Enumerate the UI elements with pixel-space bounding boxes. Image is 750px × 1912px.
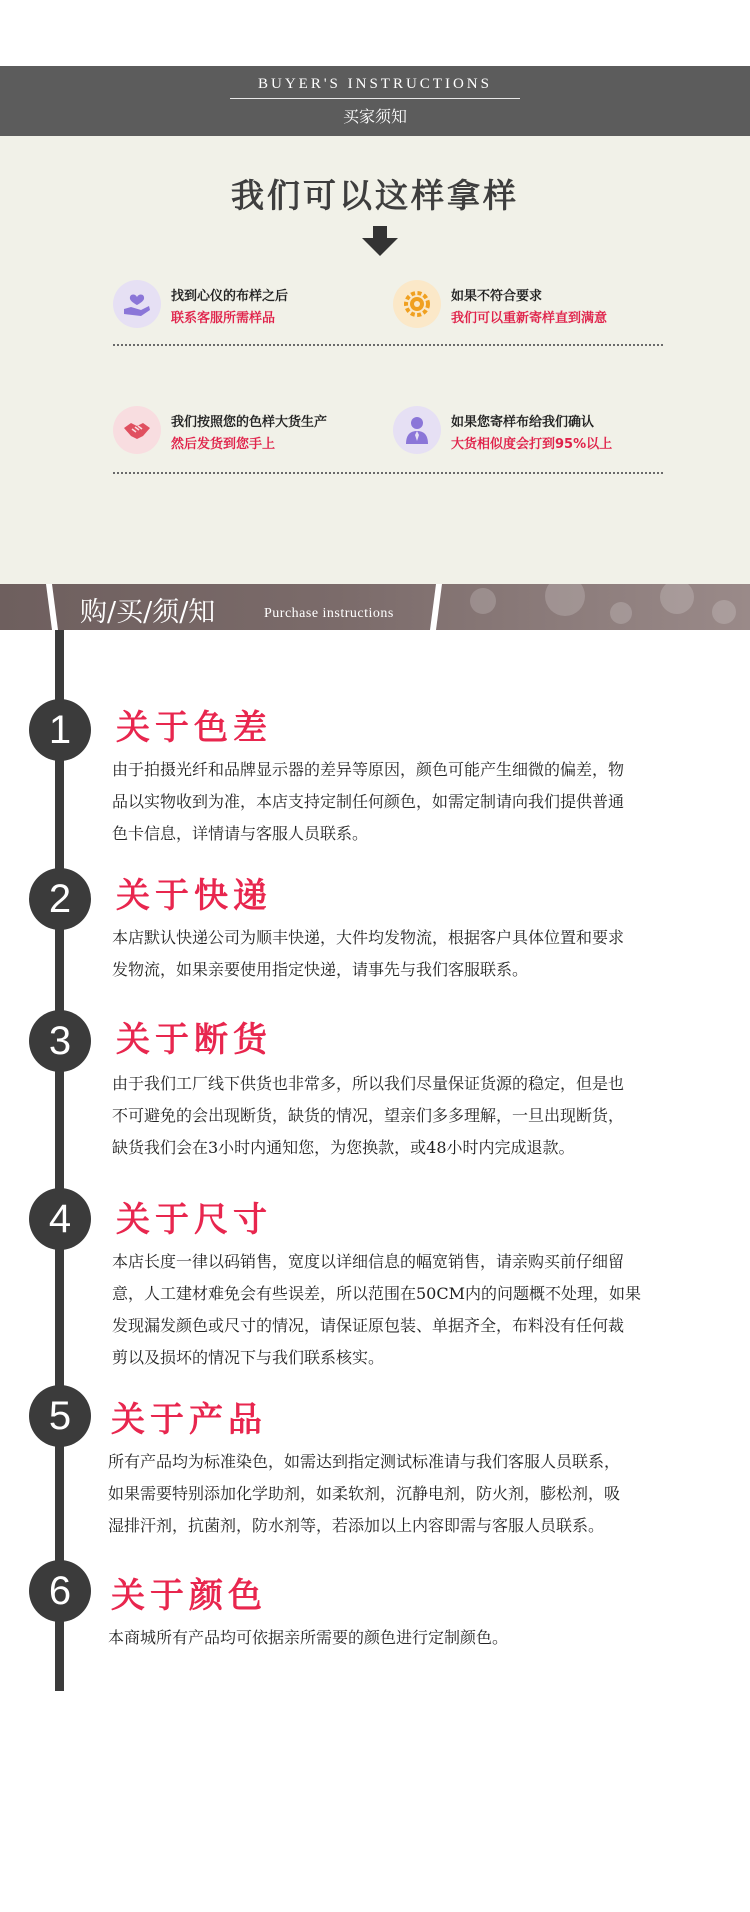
section-1-line: 色卡信息，详情请与客服人员联系。 bbox=[112, 824, 369, 843]
step-4-detail: 大货相似度会打到95%以上 bbox=[451, 437, 613, 452]
section-2-line: 发物流，如果亲要使用指定快递，请事先与我们客服联系。 bbox=[112, 960, 529, 979]
gear-icon bbox=[393, 280, 441, 328]
banner-bokeh bbox=[660, 584, 694, 614]
header-title-cn: 买家须知 bbox=[342, 107, 407, 126]
section-5-line: 如果需要特别添加化学助剂，如柔软剂，沉静电剂，防火剂，膨松剂，吸 bbox=[108, 1484, 621, 1503]
section-heading-3: 关于断货 bbox=[116, 1020, 272, 1060]
banner-slash-left bbox=[46, 584, 58, 630]
section-heading-1: 关于色差 bbox=[116, 708, 272, 748]
heart-hand-icon bbox=[113, 280, 161, 328]
section-body-4 bbox=[112, 1246, 716, 1374]
step-1-detail: 联系客服所需样品 bbox=[171, 311, 276, 326]
section-number-6: 6 bbox=[29, 1560, 91, 1622]
section-heading-2: 关于快递 bbox=[116, 876, 272, 916]
timeline-bar bbox=[55, 630, 64, 1691]
section-3-line: 由于我们工厂线下供货也非常多，所以我们尽量保证货源的稳定，但是也 bbox=[112, 1074, 625, 1093]
banner-subtitle: Purchase instructions bbox=[264, 606, 394, 621]
section-heading-4: 关于尺寸 bbox=[116, 1200, 272, 1240]
section-number-5: 5 bbox=[29, 1385, 91, 1447]
section-5-line: 湿排汗剂，抗菌剂，防水剂等，若添加以上内容即需与客服人员联系。 bbox=[108, 1516, 605, 1535]
section-heading-6: 关于颜色 bbox=[111, 1576, 267, 1616]
step-2-title: 如果不符合要求 bbox=[451, 289, 543, 304]
section-number-2: 2 bbox=[29, 868, 91, 930]
step-3-detail: 然后发货到您手上 bbox=[171, 437, 276, 452]
section-body-6 bbox=[108, 1622, 712, 1654]
section-body-5 bbox=[108, 1446, 712, 1542]
step-2-detail: 我们可以重新寄样直到满意 bbox=[451, 311, 608, 326]
section-number-4: 4 bbox=[29, 1188, 91, 1250]
section-1-line: 由于拍摄光纤和品牌显示器的差异等原因，颜色可能产生细微的偏差，物 bbox=[112, 760, 625, 779]
section-6-line: 本商城所有产品均可依据亲所需要的颜色进行定制颜色。 bbox=[108, 1628, 509, 1647]
section-body-1 bbox=[112, 754, 716, 850]
down-arrow-icon bbox=[362, 226, 398, 256]
divider-dotted-2 bbox=[113, 472, 663, 474]
banner-title: 购/买/须/知 bbox=[80, 597, 216, 628]
handshake-icon bbox=[113, 406, 161, 454]
banner-bokeh bbox=[610, 602, 632, 624]
step-1-title: 找到心仪的布样之后 bbox=[171, 289, 289, 304]
person-icon bbox=[393, 406, 441, 454]
section-2-line: 本店默认快递公司为顺丰快递，大件均发物流，根据客户具体位置和要求 bbox=[112, 928, 625, 947]
step-3-title: 我们按照您的色样大货生产 bbox=[171, 415, 328, 430]
section-4-line: 意，人工建材难免会有些误差，所以范围在50CM内的问题概不处理，如果 bbox=[112, 1284, 641, 1303]
header-divider bbox=[230, 98, 520, 99]
section-1-line: 品以实物收到为准，本店支持定制任何颜色，如需定制请向我们提供普通 bbox=[112, 792, 625, 811]
banner-bokeh bbox=[470, 588, 496, 614]
section-body-2 bbox=[112, 922, 716, 986]
section-3-line: 缺货我们会在3小时内通知您，为您换款，或48小时内完成退款。 bbox=[112, 1138, 575, 1157]
section-4-line: 发现漏发颜色或尺寸的情况，请保证原包装、单据齐全，布料没有任何裁 bbox=[112, 1316, 625, 1335]
banner-slash-right bbox=[430, 584, 442, 630]
buyer-instructions-header bbox=[0, 66, 750, 136]
purchase-banner bbox=[0, 584, 750, 630]
section-4-line: 本店长度一律以码销售，宽度以详细信息的幅宽销售，请亲购买前仔细留 bbox=[112, 1252, 625, 1271]
divider-dotted-1 bbox=[113, 344, 663, 346]
section-5-line: 所有产品均为标准染色，如需达到指定测试标准请与我们客服人员联系， bbox=[108, 1452, 621, 1471]
section-body-3 bbox=[112, 1068, 716, 1164]
banner-bokeh bbox=[545, 584, 585, 616]
section-number-1: 1 bbox=[29, 699, 91, 761]
banner-bokeh bbox=[712, 600, 736, 624]
section-3-line: 不可避免的会出现断货，缺货的情况，望亲们多多理解，一旦出现断货， bbox=[112, 1106, 625, 1125]
header-title-en: BUYER'S INSTRUCTIONS bbox=[258, 76, 492, 92]
section-heading-5: 关于产品 bbox=[111, 1400, 267, 1440]
step-4-title: 如果您寄样布给我们确认 bbox=[451, 415, 595, 430]
section-4-line: 剪以及损坏的情况下与我们联系核实。 bbox=[112, 1348, 385, 1367]
sample-panel bbox=[0, 136, 750, 584]
section-number-3: 3 bbox=[29, 1010, 91, 1072]
sample-title: 我们可以这样拿样 bbox=[231, 176, 519, 215]
